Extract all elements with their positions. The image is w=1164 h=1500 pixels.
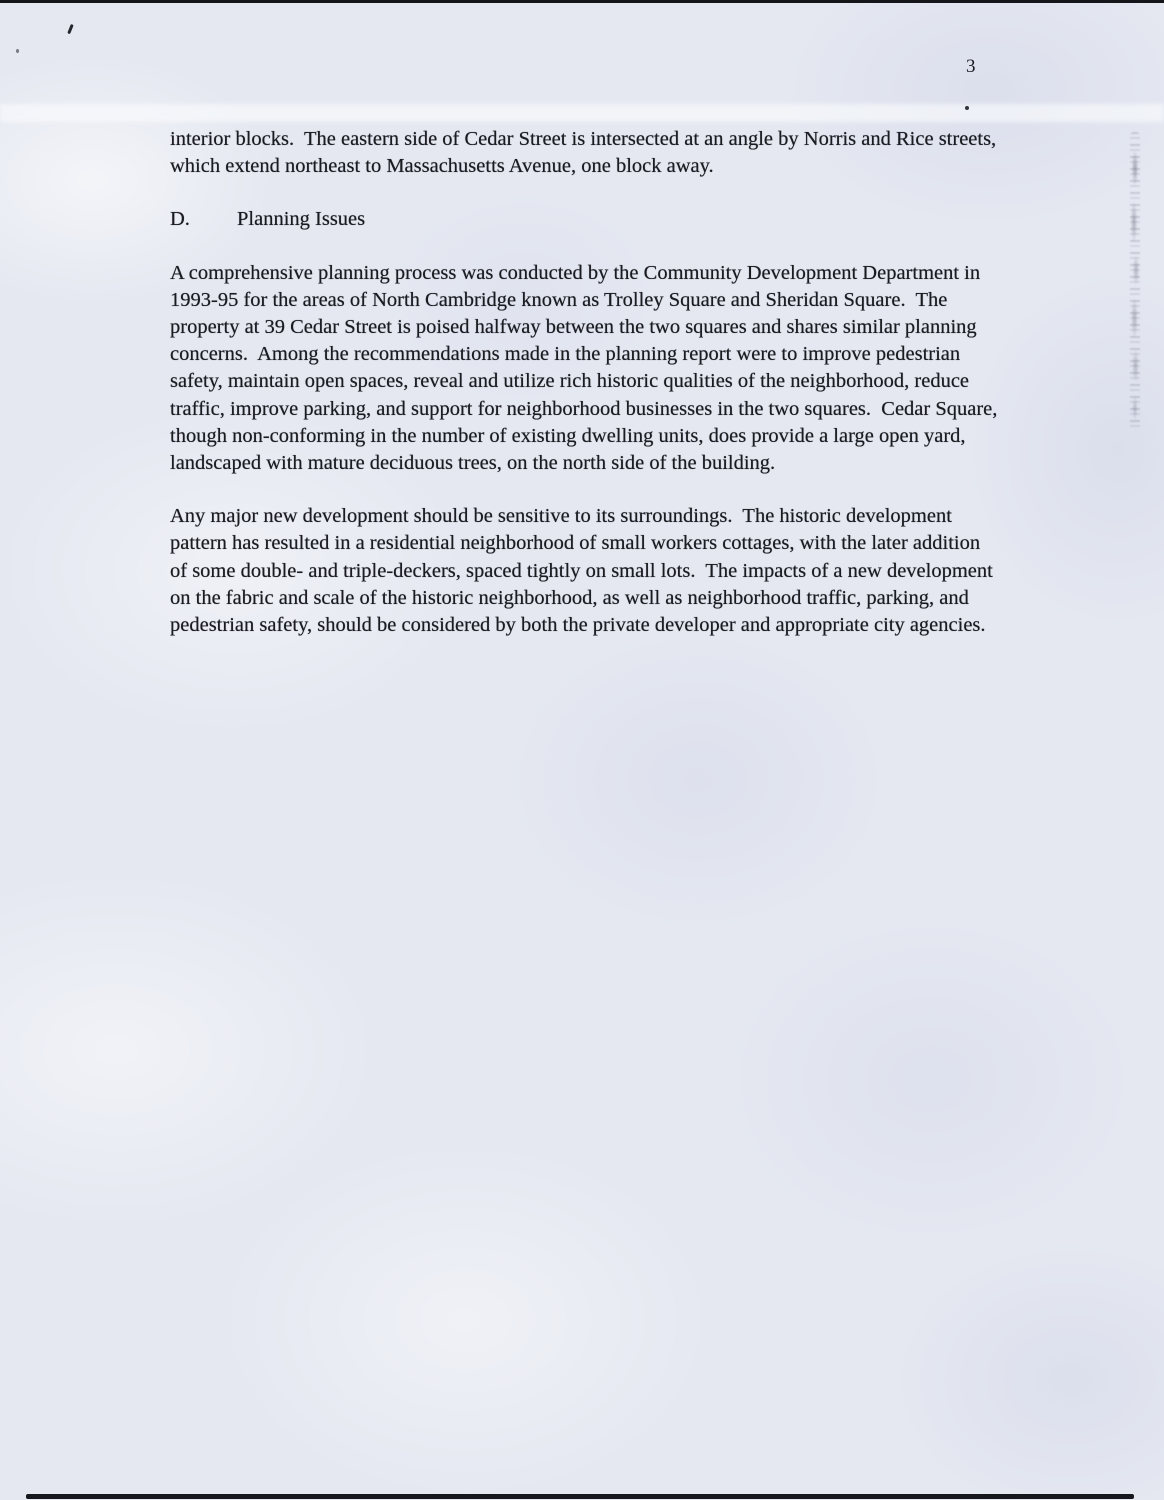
paragraph-development-guidance: Any major new development should be sensitive to its surroundings. The historic development pattern has resulted in a residential neighborhood of small workers cottages, with the later addition of some double- and triple-deckers, spaced tightly on small lots. The impacts of a new development on the fabric and scale of the historic neighborhood, as well as neighborhood traffic, parking, and pedestrian safety, should be considered by both the private developer and appropriate city agencies. [170, 505, 998, 637]
section-heading [170, 206, 1000, 233]
scan-artifact-smudge [1130, 132, 1140, 432]
paragraph-intro: interior blocks. The eastern side of Cedar Street is intersected at an angle by Norris and Rice streets, which extend northeast to Massachusetts Avenue, one block away. [170, 128, 1002, 178]
page-number: 3 [966, 56, 976, 77]
scan-artifact-dot [965, 106, 969, 110]
section-heading-label: D. [170, 208, 190, 231]
section-heading-title: Planning Issues [237, 208, 366, 231]
paragraph-planning-process: A comprehensive planning process was conducted by the Community Development Department in 1993-95 for the areas of North Cambridge known as Trolley Square and Sheridan Square. The property at 39 Cedar Street is poised halfway between the two squares and shares similar planning concerns. Among the recommendations made in the planning report were to improve pedestrian safety, maintain open spaces, reveal and utilize rich historic qualities of the neighborhood, reduce traffic, improve parking, and support for neighborhood businesses in the two squares. Cedar Square, though non-conforming in the number of existing dwelling units, does provide a large open yard, landscaped with mature deciduous trees, on the north side of the building. [170, 261, 1003, 475]
scan-artifact-tick [67, 24, 73, 34]
scan-artifact-speck [16, 49, 19, 53]
document-body [170, 126, 1003, 665]
scan-edge-bottom [26, 1494, 1134, 1499]
scan-edge-top [0, 0, 1164, 3]
scan-light-band [0, 104, 1164, 122]
